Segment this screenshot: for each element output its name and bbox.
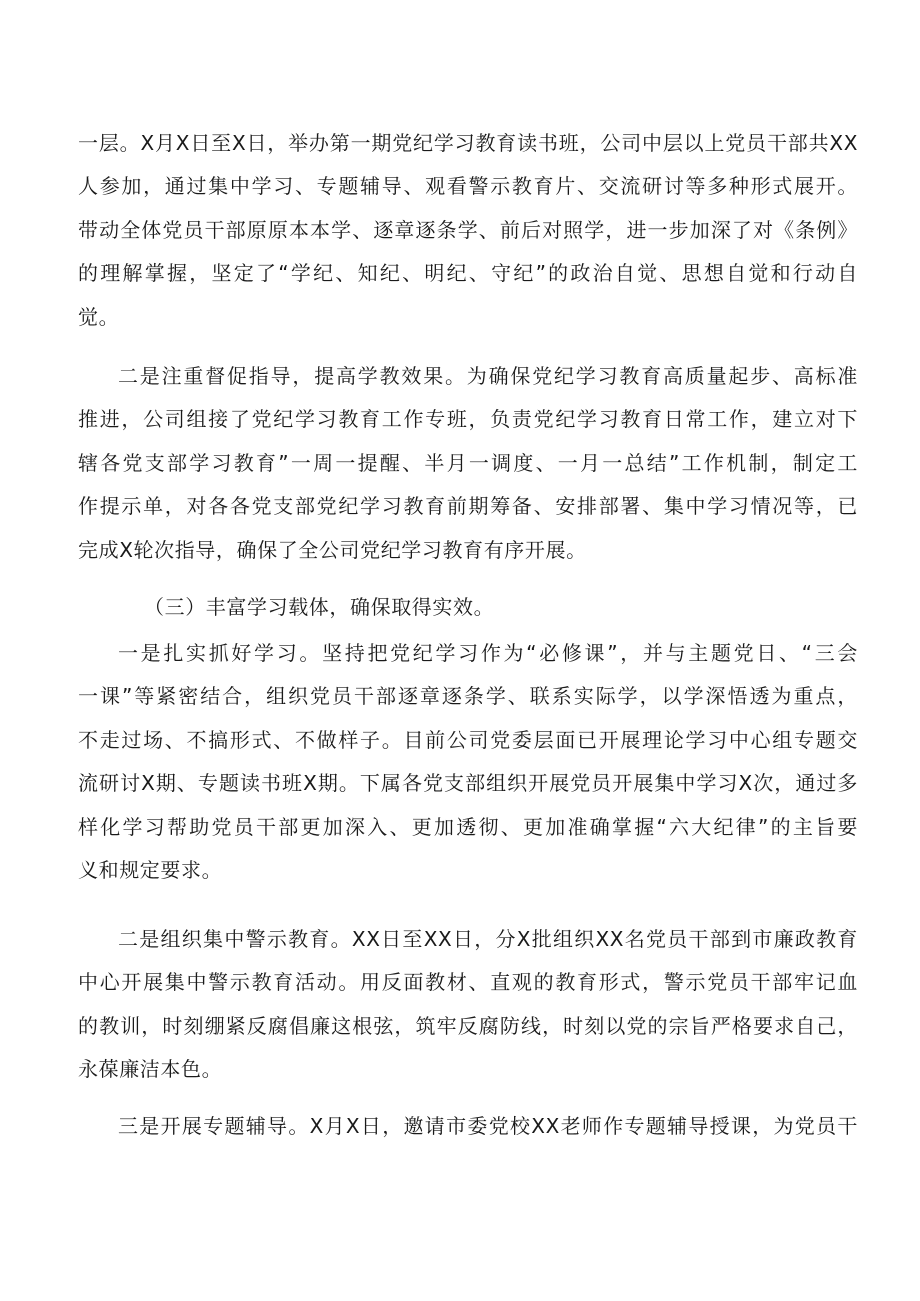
text-line: 三是开展专题辅导。X月X日，邀请市委党校XX老师作专题辅导授课，为党员干	[118, 1114, 858, 1138]
text-line: 人参加，通过集中学习、专题辅导、观看警示教育片、交流研讨等多种形式展开。	[78, 174, 858, 199]
text-line: 二是注重督促指导，提高学教效果。为确保党纪学习教育高质量起步、高标准	[118, 364, 858, 388]
text-line: 完成X轮次指导，确保了全公司党纪学习教育有序开展。	[78, 537, 587, 562]
text-line: 作提示单，对各各党支部党纪学习教育前期筹备、安排部署、集中学习情况等，已	[78, 494, 858, 519]
paragraph-special-tutoring	[78, 1105, 858, 1148]
paragraph-warning-education	[78, 918, 858, 1092]
text-line: 一课”等紧密结合，组织党员干部逐章逐条学、联系实际学，以学深悟透为重点，	[78, 684, 858, 709]
paragraph-supervision-guidance	[78, 355, 858, 572]
text-line: 推进，公司组接了党纪学习教育工作专班，负责党纪学习教育日常工作，建立对下	[78, 407, 858, 432]
heading-line: （三）丰富学习载体，确保取得实效。	[144, 595, 495, 619]
text-line: 觉。	[78, 304, 120, 329]
text-line: 的教训，时刻绷紧反腐倡廉这根弦，筑牢反腐防线，时刻以党的宗旨严格要求自己，	[78, 1013, 858, 1038]
section-heading	[78, 586, 858, 629]
text-line: 样化学习帮助党员干部更加深入、更加透彻、更加准确掌握“六大纪律”的主旨要	[78, 814, 858, 839]
paragraph-solid-study	[78, 632, 858, 892]
text-line: 辖各党支部学习教育”一周一提醒、半月一调度、一月一总结”工作机制，制定工	[78, 450, 858, 475]
text-line: 带动全体党员干部原原本本学、逐章逐条学、前后对照学，进一步加深了对《条例》	[78, 217, 858, 242]
text-line: 中心开展集中警示教育活动。用反面教材、直观的教育形式，警示党员干部牢记血	[78, 970, 858, 995]
text-line: 流研讨X期、专题读书班X期。下属各党支部组织开展党员开展集中学习X次，通过多	[78, 771, 858, 796]
text-line: 一层。X月X日至X日，举办第一期党纪学习教育读书班，公司中层以上党员干部共XX	[78, 131, 858, 155]
text-line: 一是扎实抓好学习。坚持把党纪学习作为“必修课”，并与主题党日、“三会	[118, 641, 858, 665]
text-line: 二是组织集中警示教育。XX日至XX日，分X批组织XX名党员干部到市廉政教育	[118, 927, 858, 951]
text-line: 的理解掌握，坚定了“学纪、知纪、明纪、守纪”的政治自觉、思想自觉和行动自	[78, 261, 858, 286]
text-line: 不走过场、不搞形式、不做样子。目前公司党委层面已开展理论学习中心组专题交	[78, 727, 858, 752]
text-line: 义和规定要求。	[78, 857, 223, 882]
text-line: 永葆廉洁本色。	[78, 1057, 223, 1082]
paragraph-reading-class	[78, 122, 858, 339]
